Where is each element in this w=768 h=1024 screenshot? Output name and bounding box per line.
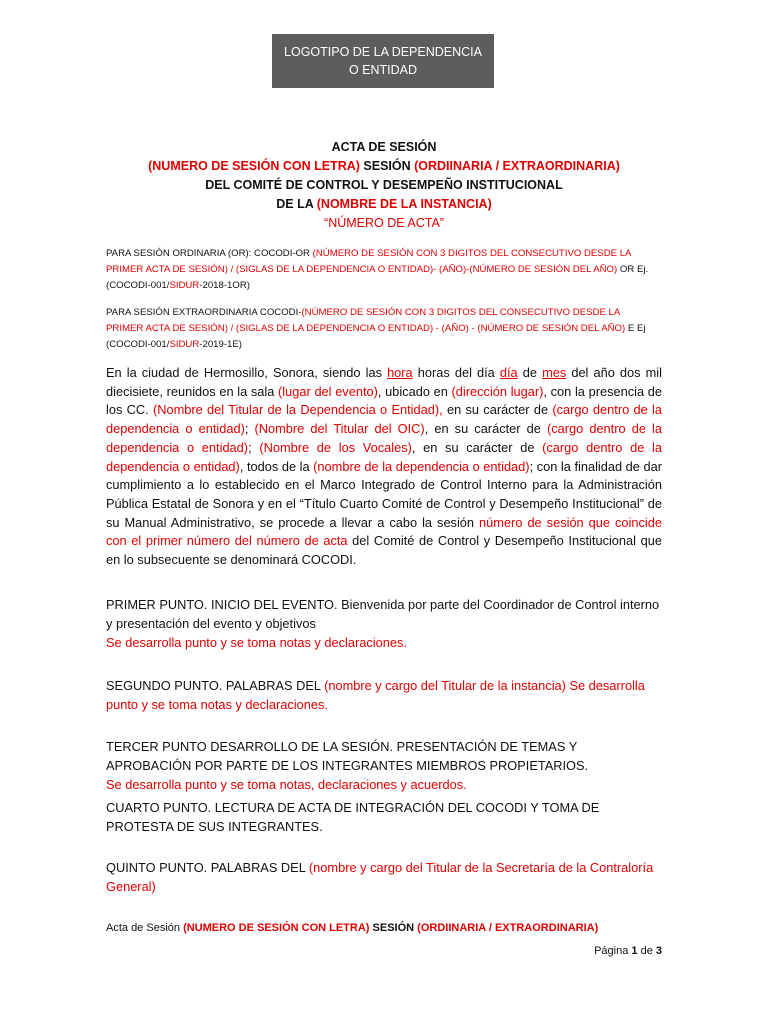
agenda-item-4-text: CUARTO PUNTO. LECTURA DE ACTA DE INTEGRACIÓN DEL COCODI Y TOMA DE PROTESTA DE SUS INTEGRANTES.: [106, 800, 600, 834]
agenda-item-1-text: PRIMER PUNTO. INICIO DEL EVENTO. Bienvenida por parte del Coordinador de Control interno y presentación del evento y objetivos: [106, 597, 660, 631]
page-number: Página 1 de 3: [594, 945, 662, 957]
agenda-item-3-text: TERCER PUNTO DESARROLLO DE LA SESIÓN. PRESENTACIÓN DE TEMAS Y APROBACIÓN POR PARTE DE LOS INTEGRANTES MIEMBROS PROPIETARIOS.: [106, 739, 589, 773]
footer-title: Acta de Sesión (NUMERO DE SESIÓN CON LETRA) SESIÓN (ORDIINARIA / EXTRAORDINARIA): [106, 922, 599, 934]
agenda-item-3-note: Se desarrolla punto y se toma notas, declaraciones y acuerdos.: [106, 777, 467, 792]
logo-placeholder: [272, 34, 494, 88]
agenda-item-2: SEGUNDO PUNTO. PALABRAS DEL (nombre y cargo del Titular de la instancia) Se desarrolla punto y se toma notas y declaraciones.: [106, 678, 645, 712]
title-line-3: DEL COMITÉ DE CONTROL Y DESEMPEÑO INSTITUCIONAL: [205, 178, 563, 192]
document-title: [0, 138, 768, 233]
agenda-item-3: [106, 737, 662, 794]
title-line-2: (NUMERO DE SESIÓN CON LETRA) SESIÓN (ORDIINARIA / EXTRAORDINARIA): [148, 159, 620, 173]
agenda-item-4: [106, 798, 662, 836]
title-line-1: ACTA DE SESIÓN: [331, 140, 437, 154]
title-line-4: DE LA (NOMBRE DE LA INSTANCIA): [276, 197, 492, 211]
agenda-item-5: QUINTO PUNTO. PALABRAS DEL (nombre y cargo del Titular de la Secretaría de la Contraloría General): [106, 860, 654, 894]
note-extraordinaria: PARA SESIÓN EXTRAORDINARIA COCODI-(NÚMERO DE SESIÓN CON 3 DIGITOS DEL CONSECUTIVO DESDE LA PRIMER ACTA DE SESIÓN) / (SIGLAS DE LA DEPENDENCIA O ENTIDAD) - (AÑO) - (NÚMERO DE SESIÓN DEL AÑO) E Ej (COCODI-001/SIDUR-2019-1E): [106, 307, 646, 350]
note-ordinaria: PARA SESIÓN ORDINARIA (OR): COCODI-OR (NÚMERO DE SESIÓN CON 3 DIGITOS DEL CONSECUTIVO DESDE LA PRIMER ACTA DE SESIÓN) / (SIGLAS DE LA DEPENDENCIA O ENTIDAD)- (AÑO)-(NÚMERO DE SESIÓN DEL AÑO) OR Ej. (COCODI-001/SIDUR-2018-1OR): [106, 248, 649, 291]
agenda-item-1-note: Se desarrolla punto y se toma notas y declaraciones.: [106, 635, 407, 650]
intro-paragraph: En la ciudad de Hermosillo, Sonora, siendo las hora horas del día día de mes del año dos mil diecisiete, reunidos en la sala (lugar del evento), ubicado en (dirección lugar), con la presencia de los CC. (Nombre del Titular de la Dependencia o Entidad), en su carácter de (cargo dentro de la dependencia o entidad); (Nombre del Titular del OIC), en su carácter de (cargo dentro de la dependencia o entidad); (Nombre de los Vocales), en su carácter de (cargo dentro de la dependencia o entidad), todos de la (nombre de la dependencia o entidad); con la finalidad de dar cumplimiento a lo establecido en el Marco Integrado de Control Interno para la Administración Pública Estatal de Sonora y en el “Título Cuarto Comité de Control y Desempeño Institucional” de su Manual Administrativo, se procede a llevar a cabo la sesión número de sesión que coincide con el primer número del número de acta del Comité de Control y Desempeño Institucional que en lo subsecuente se denominará COCODI.: [106, 365, 662, 568]
title-line-5: “NÚMERO DE ACTA”: [324, 216, 444, 230]
agenda-item-1: [106, 595, 662, 652]
logo-placeholder-text: LOGOTIPO DE LA DEPENDENCIA O ENTIDAD: [284, 45, 482, 77]
